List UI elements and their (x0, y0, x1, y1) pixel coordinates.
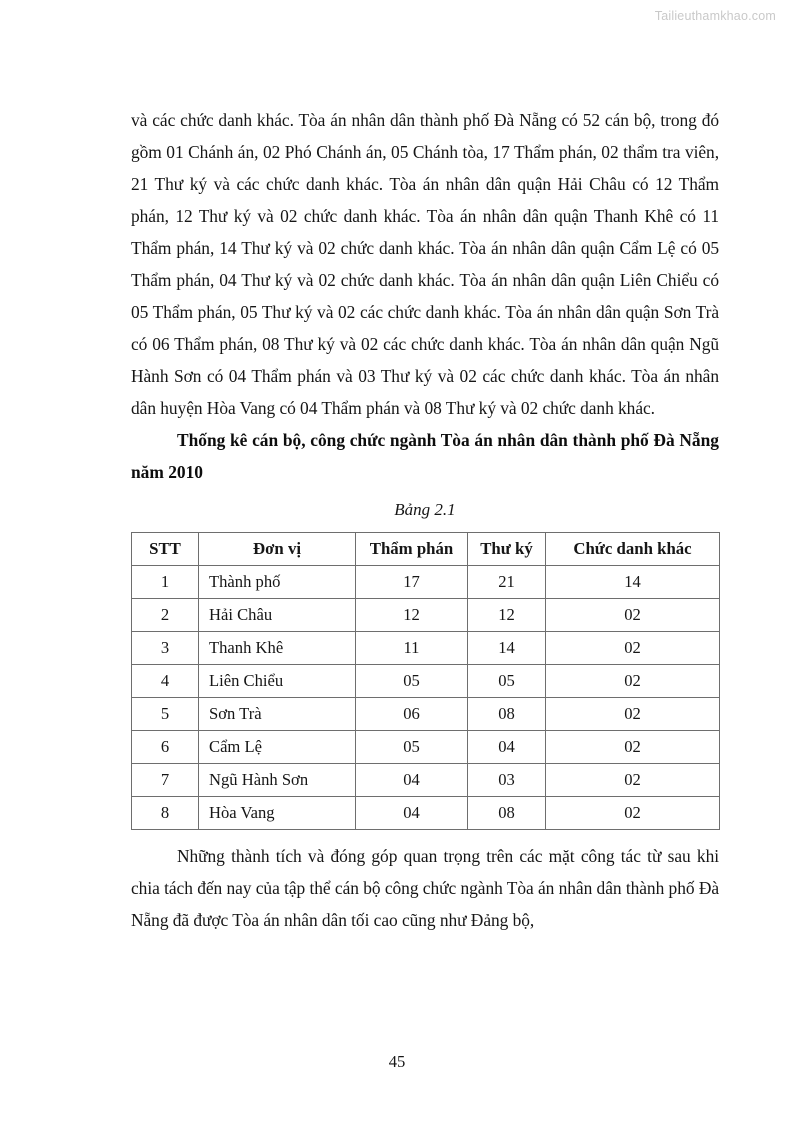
cell-other: 02 (546, 599, 720, 632)
cell-stt: 4 (132, 665, 199, 698)
closing-paragraph: Những thành tích và đóng góp quan trọng trên các mặt công tác từ sau khi chia tách đến nay của tập thể cán bộ công chức ngành Tòa án nhân dân thành phố Đà Nẵng đã được Tòa án nhân dân tối cao cũng như Đảng bộ, (131, 846, 719, 930)
intro-paragraph: và các chức danh khác. Tòa án nhân dân thành phố Đà Nẵng có 52 cán bộ, trong đó gồm 01 Chánh án, 02 Phó Chánh án, 05 Chánh tòa, 17 Thẩm phán, 02 thẩm tra viên, 21 Thư ký và các chức danh khác. Tòa án nhân dân quận Hải Châu có 12 Thẩm phán, 12 Thư ký và 02 chức danh khác. Tòa án nhân dân quận Thanh Khê có 11 Thẩm phán, 14 Thư ký và 02 chức danh khác. Tòa án nhân dân quận Cẩm Lệ có 05 Thẩm phán, 04 Thư ký và 02 chức danh khác. Tòa án nhân dân quận Liên Chiểu có 05 Thẩm phán, 05 Thư ký và 02 các chức danh khác. Tòa án nhân dân quận Sơn Trà có 06 Thẩm phán, 08 Thư ký và 02 các chức danh khác. Tòa án nhân dân quận Ngũ Hành Sơn có 04 Thẩm phán và 03 Thư ký và 02 các chức danh khác. Tòa án nhân dân huyện Hòa Vang có 04 Thẩm phán và 08 Thư ký và 02 chức danh khác. (131, 110, 719, 418)
cell-clerks: 03 (468, 764, 546, 797)
column-header-clerks: Thư ký (468, 533, 546, 566)
cell-unit: Thanh Khê (199, 632, 356, 665)
cell-other: 02 (546, 698, 720, 731)
table-caption: Bảng 2.1 (394, 500, 456, 519)
table-row (132, 665, 720, 698)
cell-clerks: 08 (468, 698, 546, 731)
column-header-other: Chức danh khác (546, 533, 720, 566)
cell-clerks: 21 (468, 566, 546, 599)
cell-stt: 2 (132, 599, 199, 632)
table-header-row (132, 533, 720, 566)
cell-judges: 12 (356, 599, 468, 632)
column-header-unit: Đơn vị (199, 533, 356, 566)
cell-unit: Hòa Vang (199, 797, 356, 830)
column-header-stt: STT (132, 533, 199, 566)
cell-other: 14 (546, 566, 720, 599)
cell-judges: 04 (356, 764, 468, 797)
table-row (132, 566, 720, 599)
cell-unit: Thành phố (199, 566, 356, 599)
table-row (132, 731, 720, 764)
cell-clerks: 05 (468, 665, 546, 698)
cell-judges: 05 (356, 665, 468, 698)
cell-clerks: 04 (468, 731, 546, 764)
cell-judges: 05 (356, 731, 468, 764)
cell-clerks: 08 (468, 797, 546, 830)
table-row (132, 797, 720, 830)
section-heading: Thống kê cán bộ, công chức ngành Tòa án nhân dân thành phố Đà Nẵng năm 2010 (131, 430, 719, 482)
page-number: 45 (388, 1052, 406, 1071)
column-header-judges: Thẩm phán (356, 533, 468, 566)
cell-judges: 11 (356, 632, 468, 665)
site-watermark: Tailieuthamkhao.com (654, 9, 776, 23)
cell-stt: 8 (132, 797, 199, 830)
cell-unit: Sơn Trà (199, 698, 356, 731)
cell-judges: 06 (356, 698, 468, 731)
cell-unit: Hải Châu (199, 599, 356, 632)
cell-judges: 17 (356, 566, 468, 599)
page-content (131, 104, 719, 936)
cell-stt: 7 (132, 764, 199, 797)
table-row (132, 632, 720, 665)
cell-other: 02 (546, 764, 720, 797)
cell-stt: 6 (132, 731, 199, 764)
cell-other: 02 (546, 632, 720, 665)
cell-judges: 04 (356, 797, 468, 830)
table-row (132, 599, 720, 632)
cell-other: 02 (546, 731, 720, 764)
cell-clerks: 14 (468, 632, 546, 665)
cell-stt: 3 (132, 632, 199, 665)
cell-clerks: 12 (468, 599, 546, 632)
cell-stt: 1 (132, 566, 199, 599)
cell-other: 02 (546, 797, 720, 830)
table-row (132, 764, 720, 797)
cell-unit: Ngũ Hành Sơn (199, 764, 356, 797)
cell-stt: 5 (132, 698, 199, 731)
table-body (132, 566, 720, 830)
cell-other: 02 (546, 665, 720, 698)
table-row (132, 698, 720, 731)
cell-unit: Liên Chiểu (199, 665, 356, 698)
cell-unit: Cẩm Lệ (199, 731, 356, 764)
staff-statistics-table (131, 532, 720, 830)
